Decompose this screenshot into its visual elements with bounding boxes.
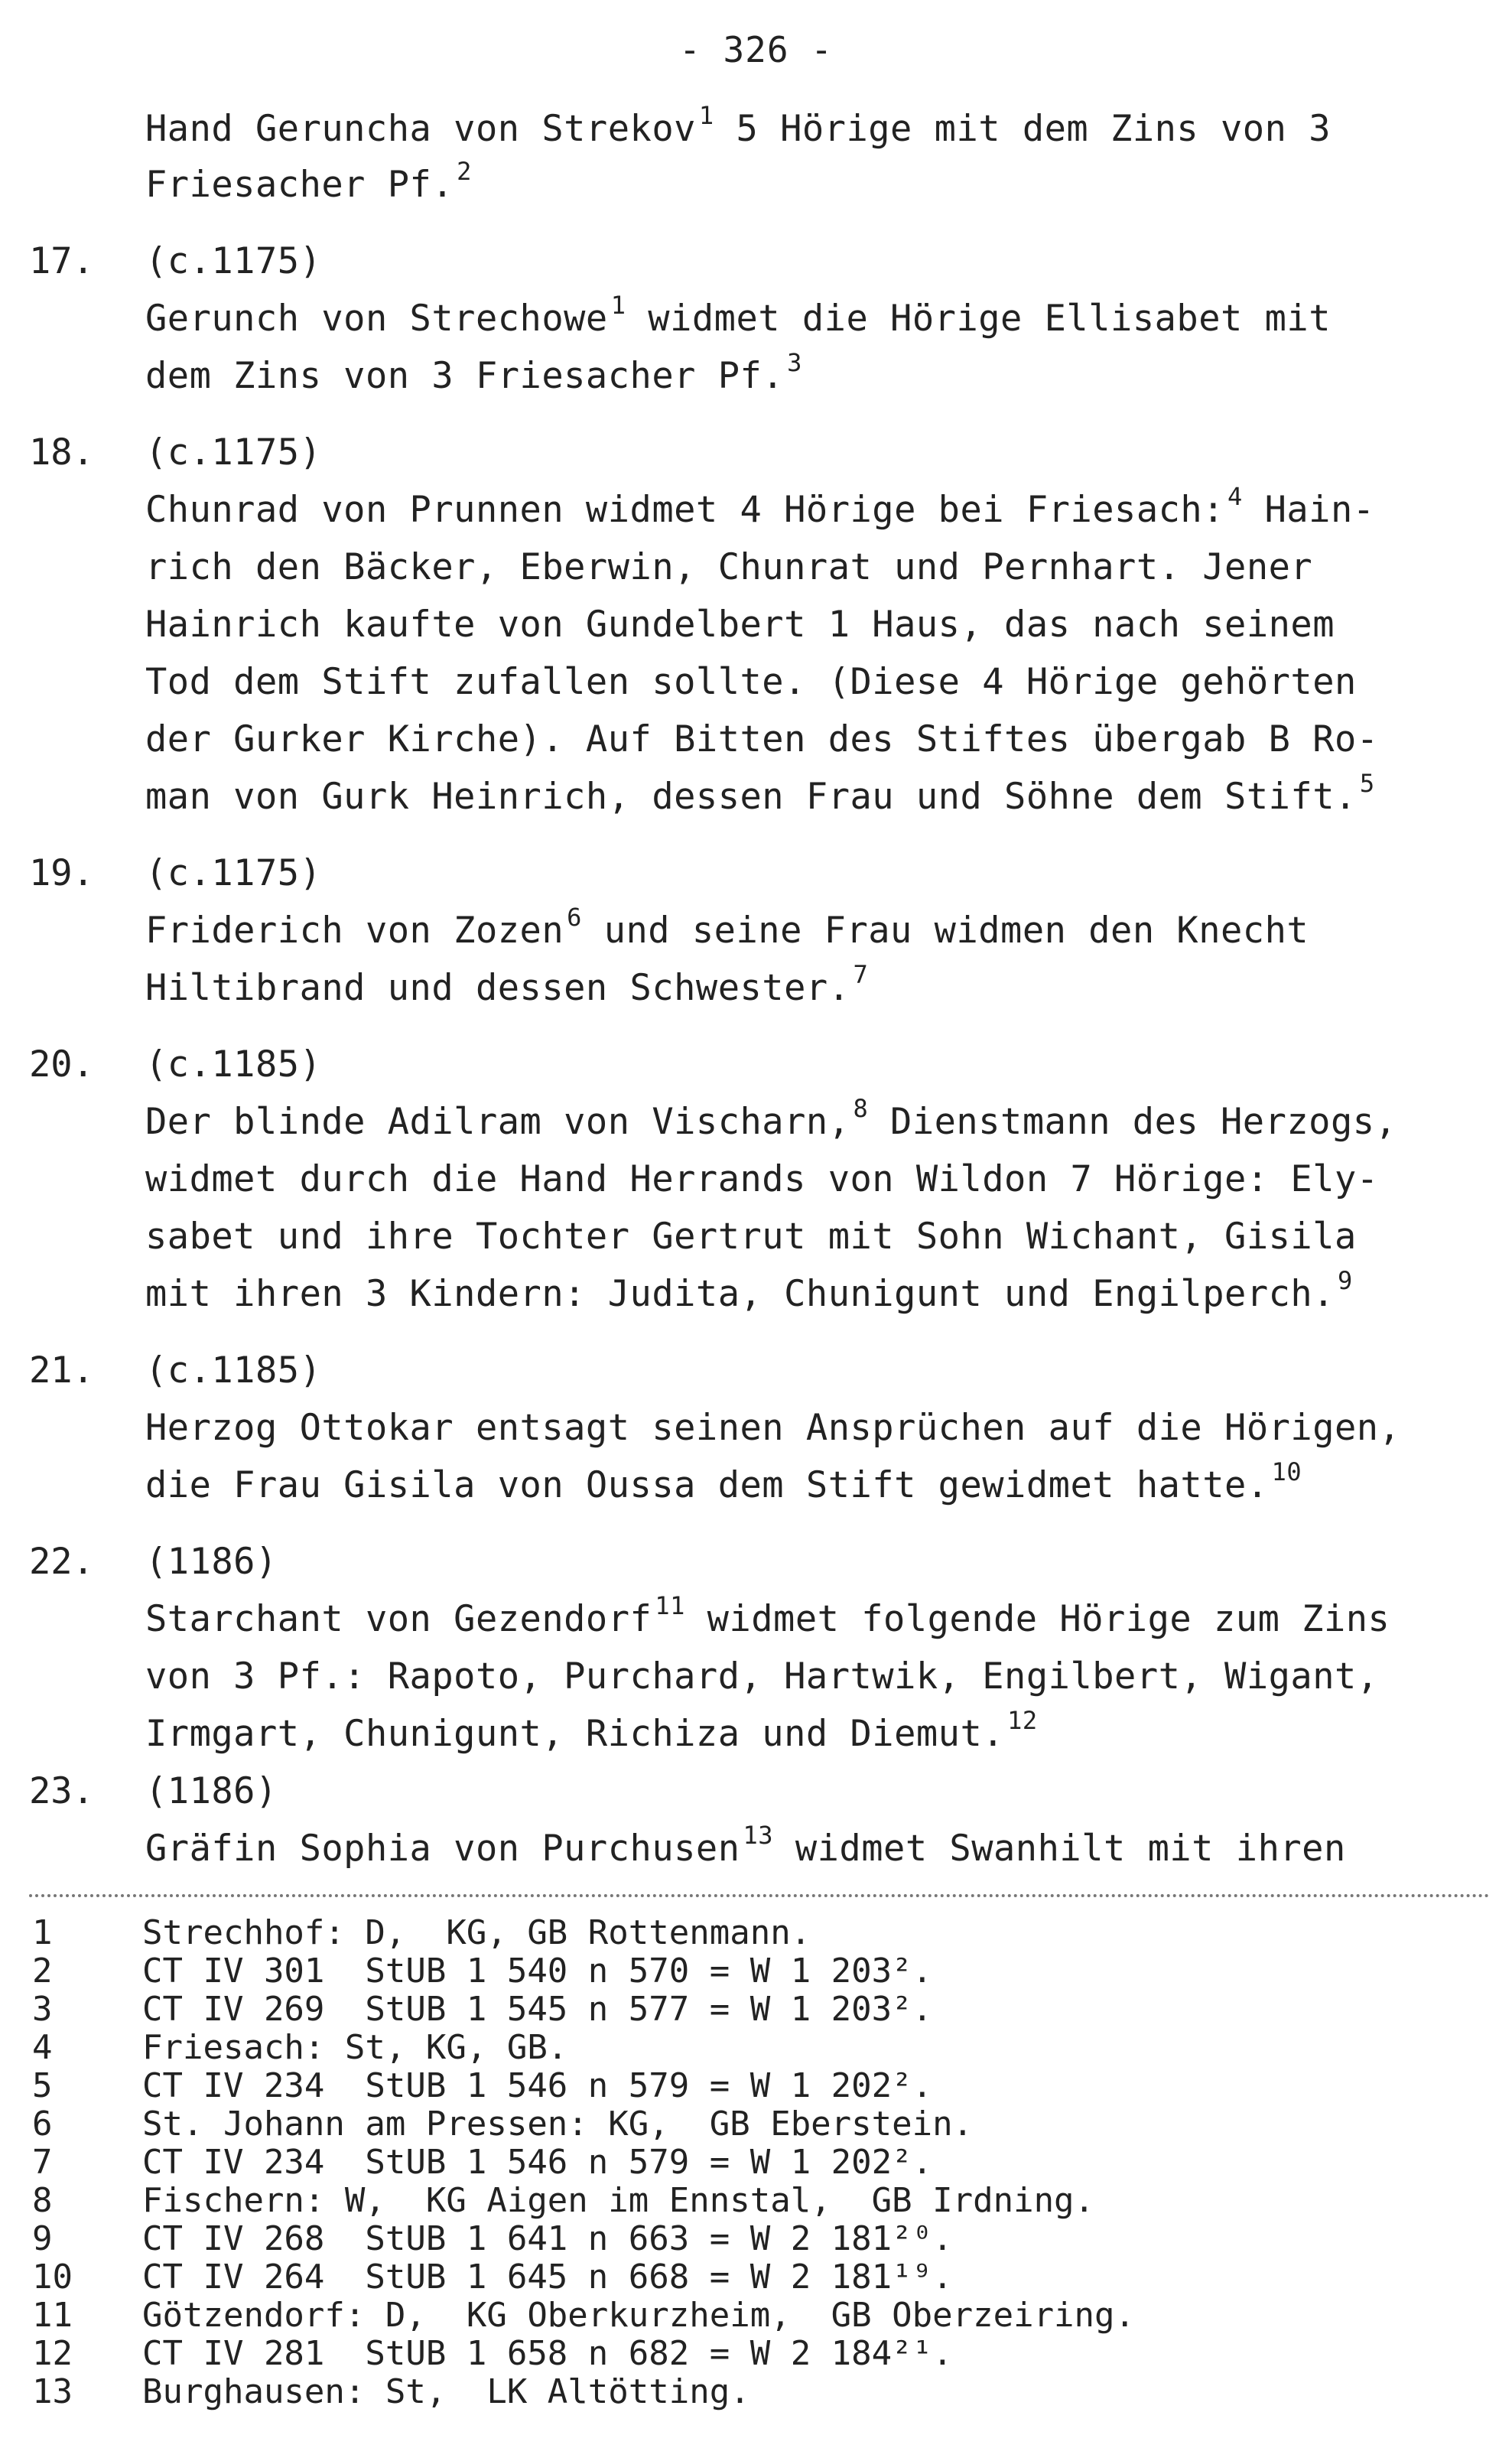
entry-line: Gräfin Sophia von Purchusen $^{13}$ widmet Swanhilt mit ihren: [145, 1820, 1346, 1870]
footnote-ref: 3: [787, 347, 802, 377]
entry-line: Chunrad von Prunnen widmet 4 Hörige bei Friesach: $^4$ Hain-: [145, 481, 1375, 531]
entry-line: rich den Bäcker, Eberwin, Chunrat und Pernhart. Jener: [145, 546, 1313, 588]
entry-line: widmet durch die Hand Herrands von Wildon 7 Hörige: Ely-: [145, 1158, 1379, 1200]
footnote-number: 10: [32, 2258, 73, 2297]
footnote-text: Friesach: St, KG, GB.: [142, 2028, 568, 2067]
entry-number: 18.: [29, 431, 94, 474]
footnote-text: CT IV 269 StUB 1 545 n 577 = W 1 203².: [142, 1990, 933, 2029]
footnote-number: 8: [32, 2181, 53, 2220]
footnote-ref: 2: [457, 156, 472, 186]
entry-line: Herzog Ottokar entsagt seinen Ansprüchen auf die Hörigen,: [145, 1407, 1401, 1449]
footnote-ref: 12: [1007, 1705, 1038, 1735]
entry-number: 22.: [29, 1541, 94, 1583]
entry-date: (c.1185): [145, 1349, 322, 1392]
entry-number: 17.: [29, 240, 94, 282]
intro-line-2: [145, 156, 472, 206]
footnote-number: 9: [32, 2219, 53, 2258]
entry-line: Hiltibrand und dessen Schwester. $^7$: [145, 959, 869, 1009]
entry-line: Tod dem Stift zufallen sollte. (Diese 4 Hörige gehörten: [145, 661, 1357, 703]
footnote-ref: 13: [743, 1820, 774, 1850]
footnote-number: 12: [32, 2334, 73, 2373]
entry-date: (c.1175): [145, 240, 322, 282]
entry-line: man von Gurk Heinrich, dessen Frau und Söhne dem Stift. $^5$: [145, 768, 1375, 818]
footnote-ref: 11: [655, 1590, 685, 1620]
footnote-ref: 9: [1338, 1265, 1353, 1295]
footnote-number: 13: [32, 2372, 73, 2411]
entry-line: Gerunch von Strechowe $^1$ widmet die Hörige Ellisabet mit: [145, 290, 1331, 340]
footnote-number: 1: [32, 1913, 53, 1952]
footnote-number: 11: [32, 2296, 73, 2335]
entry-line: sabet und ihre Tochter Gertrut mit Sohn Wichant, Gisila: [145, 1216, 1357, 1258]
entry-number: 23.: [29, 1770, 94, 1812]
footnote-ref: 8: [853, 1093, 869, 1123]
footnote-text: CT IV 281 StUB 1 658 n 682 = W 2 184²¹.: [142, 2334, 953, 2373]
page-number: - 326 -: [679, 29, 833, 70]
footnote-text: CT IV 268 StUB 1 641 n 663 = W 2 181²⁰.: [142, 2219, 953, 2258]
intro-line-1: [145, 100, 1331, 150]
footnote-ref: 5: [1359, 768, 1375, 798]
entry-line: Friderich von Zozen $^6$ und seine Frau widmen den Knecht: [145, 902, 1309, 952]
footnote-number: 3: [32, 1990, 53, 2029]
entry-line: die Frau Gisila von Oussa dem Stift gewidmet hatte. $^{10}$: [145, 1457, 1302, 1506]
entry-line: Starchant von Gezendorf $^{11}$ widmet folgende Hörige zum Zins: [145, 1590, 1390, 1640]
entry-number: 21.: [29, 1349, 94, 1392]
entry-date: (c.1185): [145, 1043, 322, 1086]
entry-line: von 3 Pf.: Rapoto, Purchard, Hartwik, Engilbert, Wigant,: [145, 1655, 1379, 1698]
entry-date: (c.1175): [145, 852, 322, 894]
intro-text: 5 Hörige mit dem Zins von 3: [714, 108, 1331, 150]
footnote-number: 7: [32, 2143, 53, 2182]
footnote-number: 6: [32, 2105, 53, 2144]
footnote-text: CT IV 264 StUB 1 645 n 668 = W 2 181¹⁹.: [142, 2258, 953, 2297]
footnote-ref: 1: [698, 100, 714, 130]
intro-text: Hand Geruncha von Strekov: [145, 108, 696, 150]
entry-line: Irmgart, Chunigunt, Richiza und Diemut. $^{12}$: [145, 1705, 1038, 1755]
entry-line: Hainrich kaufte von Gundelbert 1 Haus, das nach seinem: [145, 604, 1335, 646]
footnote-text: CT IV 301 StUB 1 540 n 570 = W 1 203².: [142, 1952, 933, 1991]
intro-text: Friesacher Pf.: [145, 164, 454, 206]
footnote-text: Burghausen: St, LK Altötting.: [142, 2372, 750, 2411]
footnote-ref: 10: [1271, 1457, 1302, 1486]
footnote-ref: 1: [610, 290, 626, 320]
entry-date: (1186): [145, 1541, 278, 1583]
footnote-text: Strechhof: D, KG, GB Rottenmann.: [142, 1913, 811, 1952]
entry-line: dem Zins von 3 Friesacher Pf. $^3$: [145, 347, 802, 397]
entry-number: 19.: [29, 852, 94, 894]
entry-line: mit ihren 3 Kindern: Judita, Chunigunt und Engilperch. $^9$: [145, 1265, 1353, 1315]
footnote-ref: 4: [1227, 481, 1243, 511]
footnote-text: CT IV 234 StUB 1 546 n 579 = W 1 202².: [142, 2066, 933, 2105]
footnote-ref: 6: [567, 902, 582, 932]
entry-date: (c.1175): [145, 431, 322, 474]
entry-number: 20.: [29, 1043, 94, 1086]
footnote-separator: [29, 1894, 1490, 1897]
footnote-number: 2: [32, 1952, 53, 1991]
footnote-text: CT IV 234 StUB 1 546 n 579 = W 1 202².: [142, 2143, 933, 2182]
footnote-ref: 7: [853, 959, 869, 989]
footnote-text: Götzendorf: D, KG Oberkurzheim, GB Oberzeiring.: [142, 2296, 1136, 2335]
footnote-number: 5: [32, 2066, 53, 2105]
entry-line: Der blinde Adilram von Vischarn, $^8$ Dienstmann des Herzogs,: [145, 1093, 1397, 1143]
entry-line: der Gurker Kirche). Auf Bitten des Stiftes übergab B Ro-: [145, 718, 1379, 760]
entry-date: (1186): [145, 1770, 278, 1812]
footnote-number: 4: [32, 2028, 53, 2067]
footnote-text: Fischern: W, KG Aigen im Ennstal, GB Irdning.: [142, 2181, 1095, 2220]
footnote-text: St. Johann am Pressen: KG, GB Eberstein.: [142, 2105, 974, 2144]
